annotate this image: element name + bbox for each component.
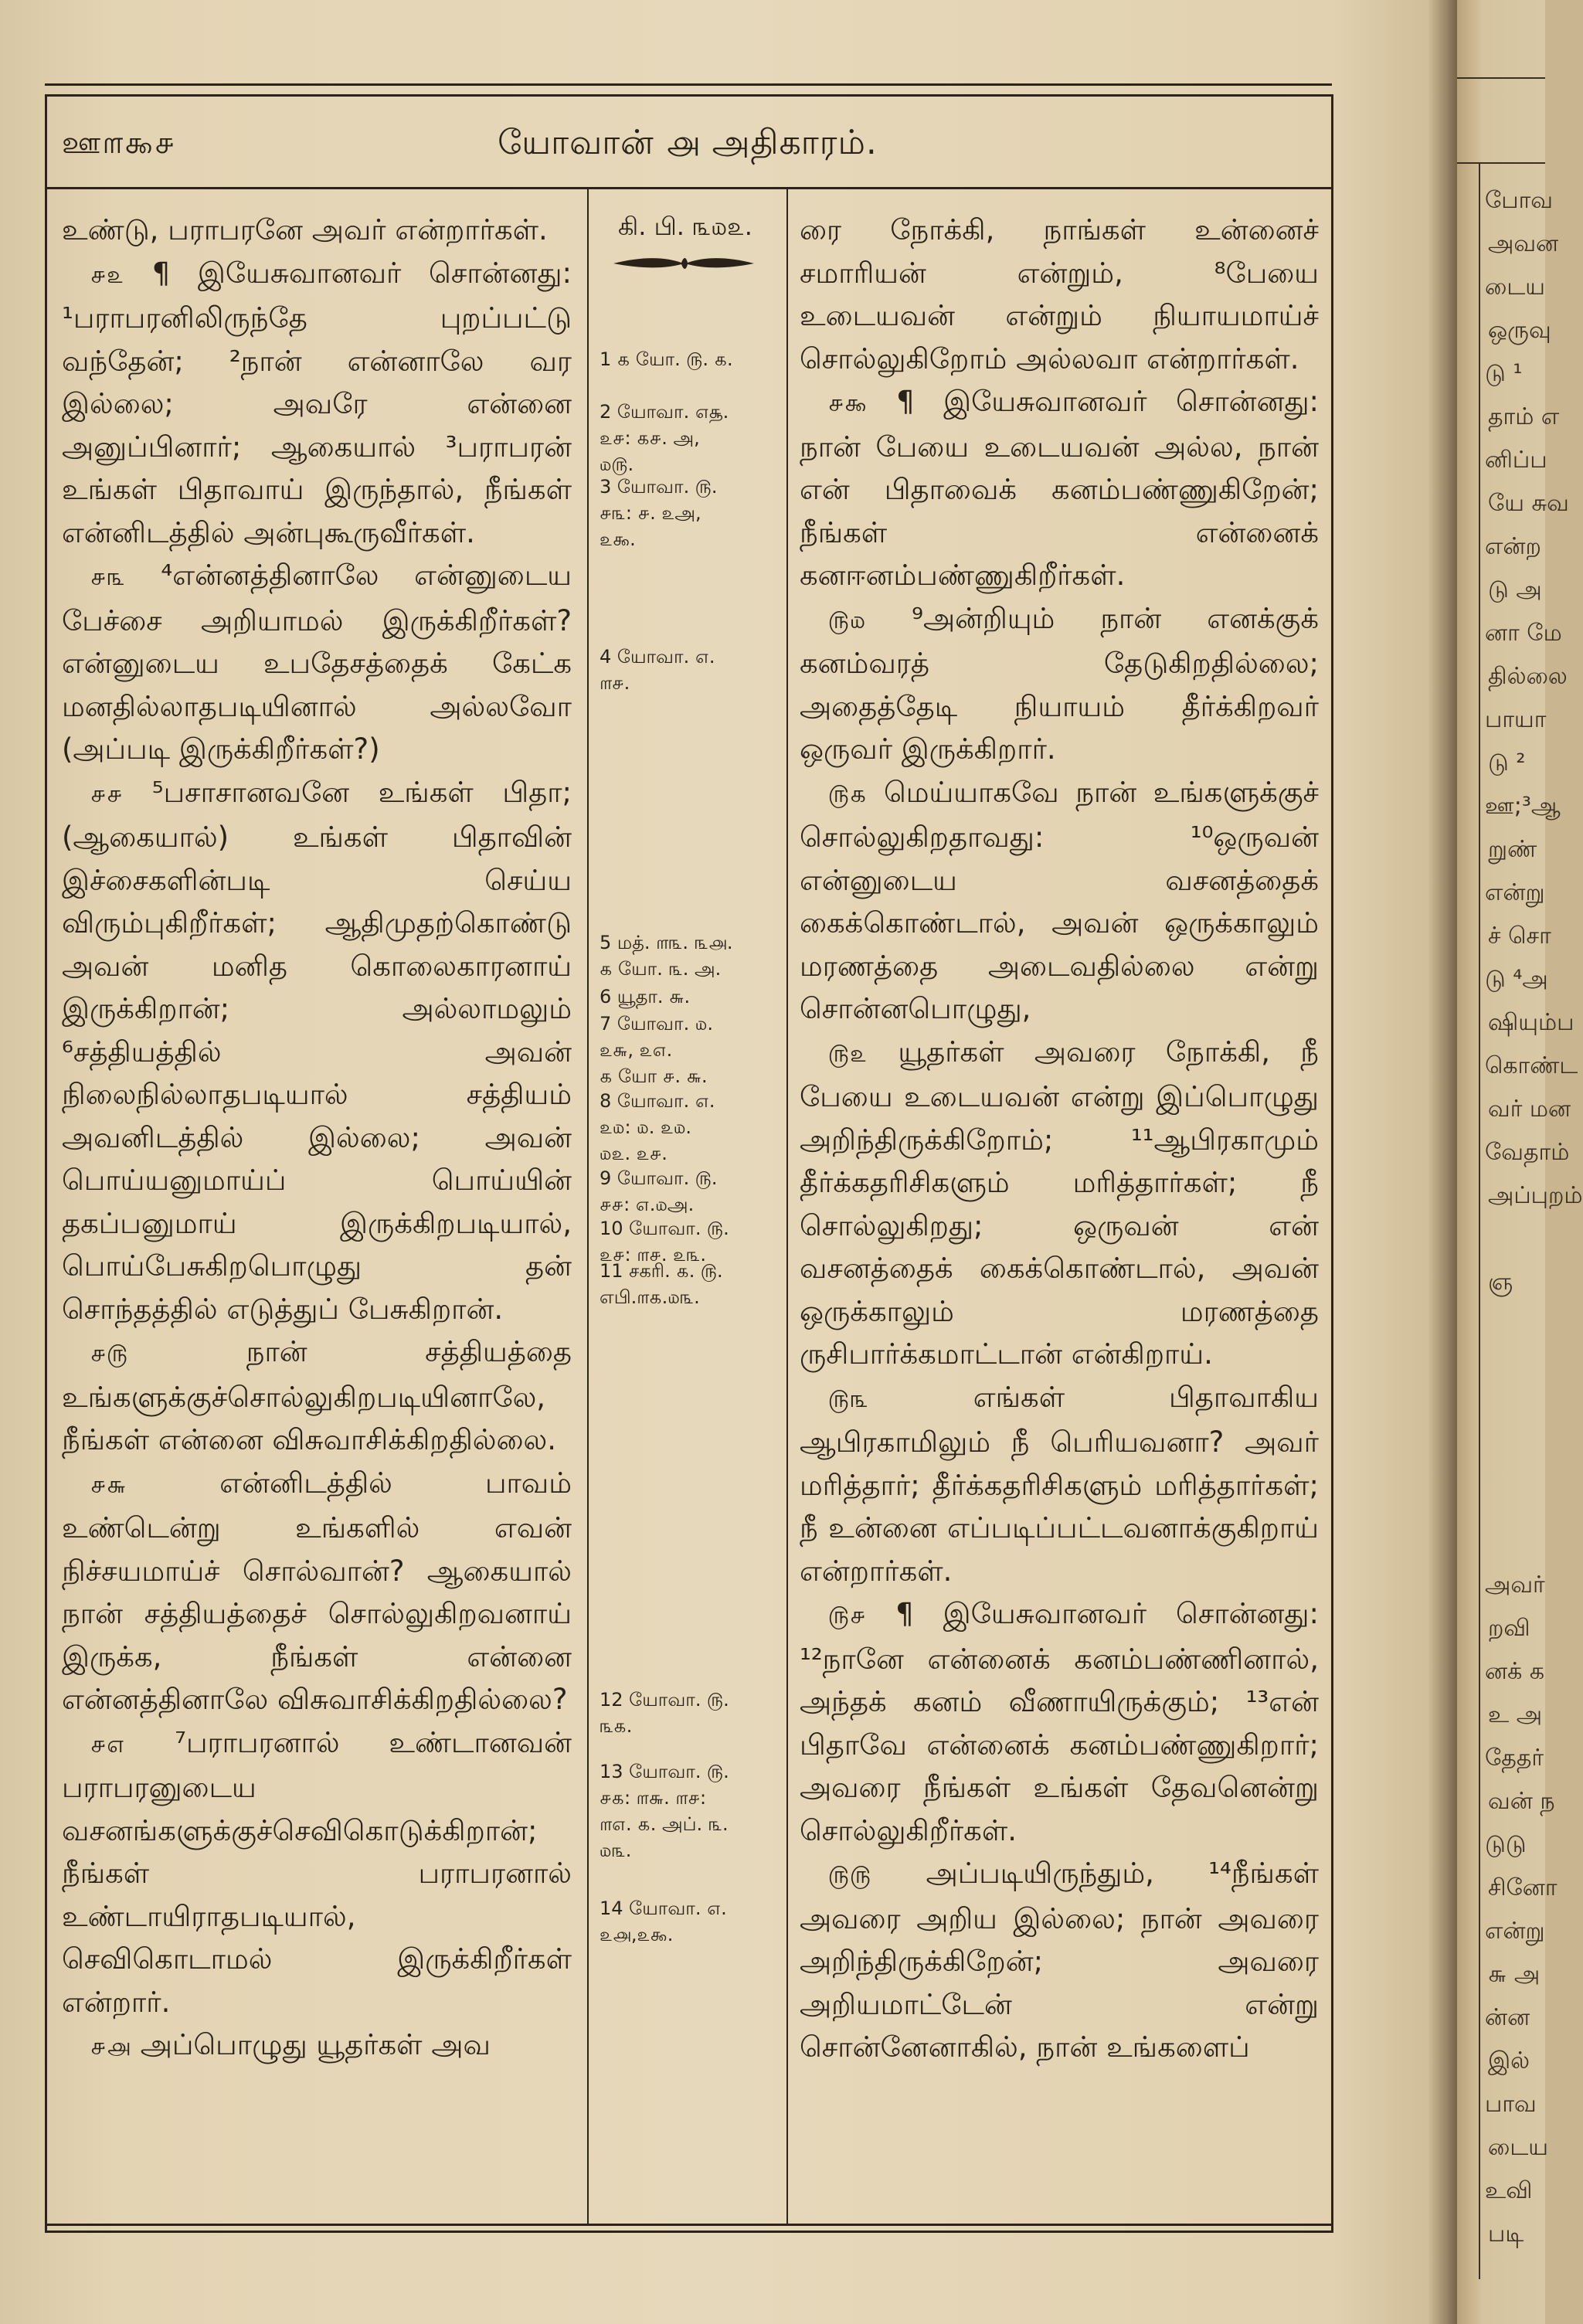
verse-paragraph: ௪௩ ⁴என்னத்தினாலே என்னுடைய பேச்சை அறியாமல் இருக்கிறீர்கள்? என்னுடைய உபதேசத்தைக் கேட்க மனதில்லாதபடியினால் அல்லவோ (அப்படி இருக்கிறீர்கள்?): [62, 559, 572, 766]
adjacent-page-fragment: இல்: [1488, 2047, 1530, 2074]
adjacent-page-fragment: ஞ: [1488, 1269, 1513, 1296]
verse-paragraph: ௫௩ எங்கள் பிதாவாகிய ஆபிரகாமிலும் நீ பெரியவனா? அவர் மரித்தார்; தீர்க்கதரிசிகளும் மரித்தார்கள்; நீ உன்னை எப்படிப்பட்டவனாக்குகிறாய் என்றார்கள்.: [800, 1380, 1320, 1588]
column-rule-right: [786, 189, 788, 2225]
adjacent-page-fragment: போவ: [1485, 187, 1554, 214]
verse-paragraph: ரை நோக்கி, நாங்கள் உன்னைச் சமாரியன் என்றும், ⁸பேயை உடையவன் என்றும் நியாயமாய்ச் சொல்லுகிறோம் அல்லவா என்றார்கள்.: [800, 213, 1319, 375]
adjacent-page-fragment: கொண்ட: [1485, 1052, 1578, 1079]
cross-reference-line: ௰௫.: [600, 454, 634, 475]
header-rule: [45, 187, 1332, 189]
verse-number: ௫௩: [828, 1385, 869, 1413]
adjacent-page-fragment: டு ⁴அ: [1485, 966, 1548, 993]
page-number: ஊ௱௯௪: [62, 125, 176, 161]
cross-reference-line: 5 மத். ௱௩. ௩௮.: [600, 932, 733, 953]
verse-paragraph: ௪௮ அப்பொழுது யூதர்கள் அவ: [90, 2028, 491, 2061]
adjacent-page-fragment: றவி: [1488, 1615, 1530, 1642]
verse-number: ௪௮: [90, 2033, 131, 2061]
cross-reference: [600, 1258, 774, 1310]
top-rule: [45, 83, 1332, 86]
cross-reference-line: ௪௪: ௭.௰அ.: [600, 1194, 695, 1215]
cross-reference-line: ௧ யோ ௪. ௬.: [600, 1065, 708, 1087]
cross-reference: [600, 399, 774, 477]
verse-number: ௫௪: [828, 1602, 867, 1629]
adjacent-page-fragment: உவி: [1485, 2177, 1533, 2204]
verse-number: ௪௭: [90, 1730, 126, 1758]
gutter-shadow: [1428, 0, 1459, 2324]
cross-reference-line: ௨௬, ௨௭.: [600, 1039, 673, 1061]
cross-reference-line: ௱௪.: [600, 672, 630, 694]
verse-number: ௪௨: [90, 260, 125, 289]
cross-reference-line: ௪௩: ௪. ௨அ,: [600, 502, 701, 524]
right-text-column: [800, 209, 1319, 2069]
adjacent-page-fragment: என்று: [1485, 1918, 1545, 1945]
cross-reference-line: 6 யூதா. ௬.: [600, 986, 691, 1007]
cross-reference-line: ௨௯.: [600, 528, 636, 550]
cross-reference-line: ௨௮,௨௯.: [600, 1924, 674, 1945]
year-heading: கி. பி. ௩௰௨.: [618, 212, 752, 241]
cross-reference-line: எபி.௱௧.௰௩.: [600, 1286, 700, 1308]
adjacent-page-column-rule: [1479, 162, 1480, 2279]
adjacent-page-fragment: டு ²: [1488, 749, 1526, 776]
adjacent-page-fragment: படி: [1488, 2220, 1524, 2248]
cross-reference-line: 13 யோவா. ௫.: [600, 1761, 729, 1782]
adjacent-page-fragment: டுடு: [1485, 1831, 1527, 1858]
adjacent-page-fragment: டு ¹: [1485, 360, 1523, 387]
verse-paragraph: ௪௪ ⁵பசாசானவனே உங்கள் பிதா; (ஆகையால்) உங்கள் பிதாவின் இச்சைகளின்படி செய்ய விரும்புகிறீர்கள்; ஆதிமுதற்கொண்டு அவன் மனித கொலைகாரனாய் இருக்கிறான்; அல்லாமலும் ⁶சத்தியத்தில் அவன் நிலைநில்லாதபடியால் சத்தியம் அவனிடத்தில் இல்லை; அவன் பொய்யனுமாய்ப் பொய்யின் தகப்பனுமாய் இருக்கிறபடியால், பொய்பேசுகிறபொழுது தன் சொந்தத்தில் எடுத்துப் பேசுகிறான்.: [62, 775, 572, 1326]
verse-paragraph: ௪௨ ¶ இயேசுவானவர் சொன்னது: ¹பராபரனிலிருந்தே புறப்பட்டு வந்தேன்; ²நான் என்னாலே வர இல்லை; அவரே என்னை அனுப்பினார்; ஆகையால் ³பராபரன் உங்கள் பிதாவாய் இருந்தால், நீங்கள் என்னிடத்தில் அன்புகூருவீர்கள்.: [62, 256, 572, 549]
cross-reference-line: 2 யோவா. ௭௲.: [600, 401, 729, 423]
adjacent-page-fragment: னக் க: [1485, 1658, 1545, 1685]
verse-paragraph: ௪௭ ⁷பராபரனால் உண்டானவன் பராபரனுடைய வசனங்களுக்குச்செவிகொடுக்கிறான்; நீங்கள் பராபரனால் உண்டாயிராதபடியால், செவிகொடாமல் இருக்கிறீர்கள் என்றார்.: [62, 1725, 572, 2019]
adjacent-page-fragment: டு அ: [1488, 576, 1542, 603]
verse-paragraph: ௪௯ ¶ இயேசுவானவர் சொன்னது: நான் பேயை உடையவன் அல்ல, நான் என் பிதாவைக் கனம்பண்ணுகிறேன்; நீங்கள் என்னைக் கனஈனம்பண்ணுகிறீர்கள்.: [800, 385, 1319, 592]
verse-number: ௫௨: [828, 1039, 868, 1068]
verse-number: ௪௪: [90, 780, 124, 808]
verse-paragraph: உண்டு, பராபரனே அவர் என்றார்கள்.: [62, 213, 548, 246]
adjacent-page-fragment: வேதாம்: [1485, 1139, 1570, 1166]
cross-reference: [600, 1687, 774, 1739]
adjacent-page-fragment: ஒருவு: [1488, 317, 1551, 344]
cross-reference-line: ௱௭. ௧. அப். ௩.: [600, 1813, 729, 1835]
adjacent-page-fragment: ச் சொ: [1488, 922, 1551, 950]
verse-paragraph: ௪௫ நான் சத்தியத்தை உங்களுக்குச்சொல்லுகிறபடியினாலே, நீங்கள் என்னை விசுவாசிக்கிறதில்லை.: [62, 1335, 572, 1456]
cross-reference: [600, 1088, 774, 1167]
cross-reference: [600, 929, 774, 982]
adjacent-page-fragment: டைய: [1485, 274, 1545, 301]
adjacent-page-fragment: வன் ந: [1488, 1788, 1555, 1815]
verse-number: ௫௧: [828, 780, 868, 808]
cross-reference: [600, 1895, 774, 1948]
adjacent-page-fragment: உ அ: [1488, 1701, 1543, 1728]
cross-reference: [600, 644, 774, 696]
cross-reference-line: 7 யோவா. ௰.: [600, 1013, 713, 1035]
verse-paragraph: ௫௫ அப்படியிருந்தும், ¹⁴நீங்கள் அவரை அறிய இல்லை; நான் அவரை அறிந்திருக்கிறேன்; அவரை அறியமாட்டேன் என்று சொன்னேனாகில், நான் உங்களைப்: [800, 1857, 1319, 2064]
adjacent-page-fragment: னிப்ப: [1485, 447, 1547, 474]
cross-reference-line: 8 யோவா. ௭.: [600, 1090, 715, 1112]
cross-reference-line: 11 சகரி. ௧. ௫.: [600, 1260, 723, 1282]
verse-paragraph: ௫௰ ⁹அன்றியும் நான் எனக்குக் கனம்வரத் தேடுகிறதில்லை; அதைத்தேடி நியாயம் தீர்க்கிறவர் ஒருவர் இருக்கிறார்.: [800, 601, 1320, 766]
verse-number: ௪௩: [90, 563, 126, 591]
verse-number: ௪௬: [90, 1470, 127, 1499]
bottom-rule: [45, 2224, 1332, 2226]
cross-reference-line: ௨௪: ௱௪. ௨௩.: [600, 1244, 706, 1266]
cross-reference: [600, 346, 774, 372]
adjacent-page-fragment: பாயா: [1485, 706, 1547, 733]
adjacent-page-fragment: ஊ;³ஆ: [1485, 793, 1561, 820]
cross-reference-line: 4 யோவா. ௭.: [600, 646, 715, 668]
verse-number: ௪௯: [828, 389, 868, 417]
cross-reference-line: 12 யோவா. ௫.: [600, 1689, 729, 1711]
verse-paragraph: ௫௧ மெய்யாகவே நான் உங்களுக்குச் சொல்லுகிறதாவது: ¹⁰ஒருவன் என்னுடைய வசனத்தைக் கைக்கொண்டால், அவன் ஒருக்காலும் மரணத்தை அடைவதில்லை என்று சொன்னபொழுது,: [800, 775, 1320, 1025]
cross-reference: [600, 1165, 774, 1218]
cross-reference: [600, 1758, 774, 1864]
cross-reference-line: ௰௩.: [600, 1840, 632, 1861]
adjacent-page-fragment: தாம் எ: [1488, 403, 1560, 430]
verse-paragraph: ௫௪ ¶ இயேசுவானவர் சொன்னது: ¹²நானே என்னைக் கனம்பண்ணினால், அந்தக் கனம் வீணாயிருக்கும்; ¹³என் பிதாவே என்னைக் கனம்பண்ணுகிறார்; அவரை நீங்கள் உங்கள் தேவனென்று சொல்லுகிறீர்கள்.: [800, 1597, 1319, 1847]
chapter-title: யோவான் ௮ அதிகாரம்.: [498, 123, 878, 162]
verse-number: ௫௫: [828, 1861, 872, 1889]
adjacent-page-rule: [1457, 77, 1545, 79]
adjacent-page-fragment: வர் மன: [1488, 1096, 1571, 1123]
left-text-column: [62, 209, 572, 2069]
cross-reference: [600, 984, 774, 1010]
adjacent-page-fragment: ன்ன: [1485, 2004, 1530, 2031]
cross-reference: [600, 1011, 774, 1089]
cross-reference-line: 10 யோவா. ௫.: [600, 1218, 729, 1239]
cross-reference: [600, 474, 774, 552]
verse-paragraph: ௪௬ என்னிடத்தில் பாவம் உண்டென்று உங்களில் எவன் நிச்சயமாய்ச் சொல்வான்? ஆகையால் நான் சத்தியத்தைச் சொல்லுகிறவனாய் இருக்க, நீங்கள் என்னை என்னத்தினாலே விசுவாசிக்கிறதில்லை?: [62, 1466, 572, 1716]
cross-reference-line: ௪௧: ௱௬. ௱௪:: [600, 1787, 707, 1809]
adjacent-page-fragment: தில்லை: [1488, 663, 1568, 690]
adjacent-page-edge: [1457, 0, 1583, 2324]
adjacent-page-fragment: ௬ அ: [1488, 1961, 1541, 1988]
adjacent-page-fragment: என்ற: [1485, 533, 1541, 560]
verse-paragraph: ௫௨ யூதர்கள் அவரை நோக்கி, நீ பேயை உடையவன் என்று இப்பொழுது அறிந்திருக்கிறோம்; ¹¹ஆபிரகாமும் தீர்க்கதரிசிகளும் மரித்தார்கள்; நீ சொல்லுகிறது; ஒருவன் என் வசனத்தைக் கைக்கொண்டால், அவன் ஒருக்காலும் மரணத்தை ருசிபார்க்கமாட்டான் என்கிறாய்.: [800, 1035, 1319, 1371]
adjacent-page-fragment: டைய: [1488, 2134, 1548, 2161]
adjacent-page-fragment: யே சுவ: [1488, 490, 1569, 517]
adjacent-page-rule: [1457, 162, 1545, 164]
adjacent-page-fragment: ஷியும்ப: [1488, 1009, 1575, 1036]
adjacent-page-fragment: தேதர்: [1485, 1745, 1544, 1772]
cross-reference-line: 1 ௧ யோ. ௫. ௧.: [600, 348, 733, 370]
adjacent-page-fragment: னா மே: [1485, 620, 1562, 647]
column-rule-left: [587, 189, 589, 2225]
adjacent-page-fragment: அவன: [1488, 230, 1559, 257]
verse-number: ௪௫: [90, 1340, 129, 1368]
cross-reference-line: ௰௨. ௨௪.: [600, 1143, 668, 1164]
ornament-divider-icon: [610, 252, 757, 275]
adjacent-page-fragment: பாவ: [1485, 2091, 1537, 2118]
cross-reference-line: 3 யோவா. ௫.: [600, 476, 718, 498]
cross-reference-line: ௨௰: ௰. ௨௰.: [600, 1116, 692, 1138]
adjacent-page-fragment: அப்புறம்: [1488, 1182, 1583, 1209]
adjacent-page-fragment: அவர்: [1485, 1571, 1545, 1599]
verse-number: ௫௰: [828, 606, 867, 634]
adjacent-page-fragment: என்று: [1485, 879, 1545, 906]
cross-reference-line: 9 யோவா. ௫.: [600, 1167, 718, 1189]
cross-reference-line: ௧ யோ. ௩. அ.: [600, 958, 722, 980]
cross-reference-line: ௩௧.: [600, 1715, 633, 1737]
adjacent-page-fragment: றுண்: [1488, 836, 1537, 863]
cross-reference-line: ௨௪: ௧௪. அ,: [600, 427, 700, 449]
cross-reference-line: 14 யோவா. ௭.: [600, 1898, 727, 1919]
adjacent-page-fragment: சினோ: [1488, 1874, 1558, 1901]
